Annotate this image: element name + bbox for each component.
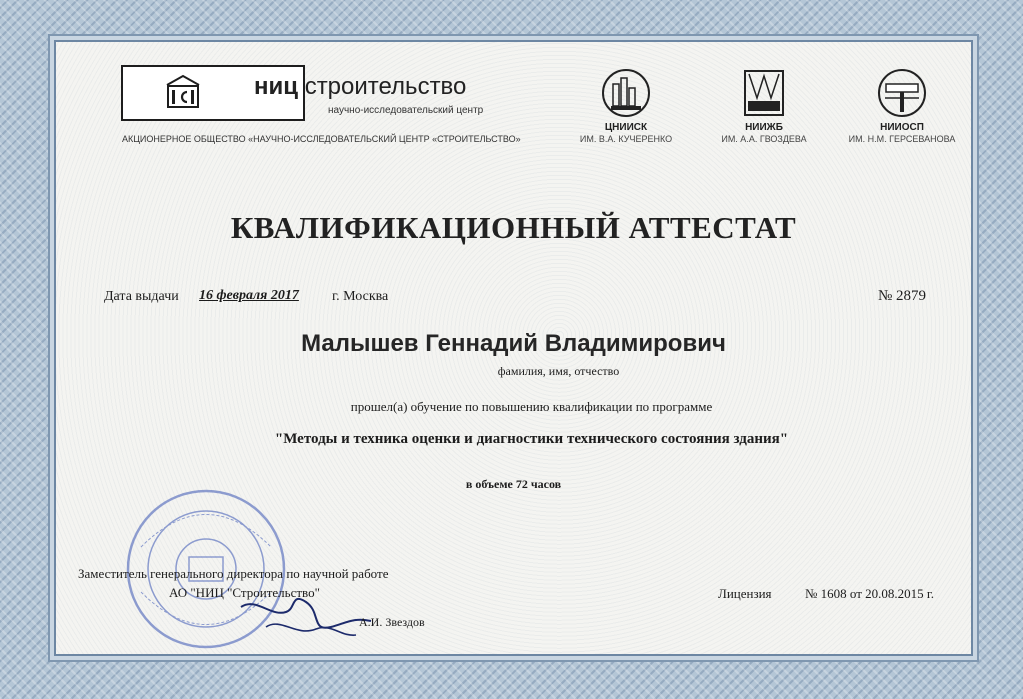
program-intro: прошел(а) обучение по повышению квалификации по программе: [350, 399, 713, 414]
holder-name-caption: фамилия, имя, отчество: [497, 364, 620, 378]
certificate-number: № 2879: [878, 288, 927, 304]
signatory-position: Заместитель генерального директора по научной работе: [78, 566, 389, 581]
institute-abbr: ЦНИИСК: [604, 122, 648, 133]
issue-city: г. Москва: [332, 289, 389, 304]
signatory-name: А.И. Звездов: [359, 615, 425, 629]
institute-full-name: ИМ. Н.М. ГЕРСЕВАНОВА: [848, 134, 956, 144]
certificate-title: КВАЛИФИКАЦИОННЫЙ АТТЕСТАТ: [230, 210, 797, 245]
org-subtitle: научно-исследовательский центр: [328, 105, 484, 116]
niizhb-logo-icon: [739, 68, 789, 118]
program-name: "Методы и техника оценки и диагностики технического состояния здания": [274, 431, 789, 447]
niiosp-logo-icon: [877, 68, 927, 118]
certificate: [54, 40, 973, 656]
issue-date: 16 февраля 2017: [199, 288, 299, 303]
license-value: № 1608 от 20.08.2015 г.: [805, 586, 935, 601]
institute-niiosp: [842, 68, 962, 144]
institute-full-name: ИМ. А.А. ГВОЗДЕВА: [721, 134, 807, 144]
tsniisk-logo-icon: [601, 68, 651, 118]
program-hours: в объеме 72 часов: [465, 477, 562, 491]
org-name-bold: ниц: [254, 73, 299, 100]
institute-niizhb: [704, 68, 824, 144]
institute-full-name: ИМ. В.А. КУЧЕРЕНКО: [579, 134, 673, 144]
org-name-rest: строительство: [304, 73, 467, 100]
institute-tsniisk: [566, 68, 686, 144]
org-full-name: АКЦИОНЕРНОЕ ОБЩЕСТВО «НАУЧНО-ИССЛЕДОВАТЕЛЬСКИЙ ЦЕНТР «СТРОИТЕЛЬСТВО»: [122, 134, 521, 144]
org-name: [254, 73, 466, 101]
holder-name: Малышев Геннадий Владимирович: [301, 330, 726, 357]
institute-abbr: НИИЖБ: [745, 122, 783, 133]
issue-date-label: Дата выдачи: [104, 289, 179, 304]
building-logo-icon: [163, 73, 203, 111]
signatory-company: АО "НИЦ "Строительство": [169, 585, 320, 600]
institute-abbr: НИИОСП: [880, 122, 924, 133]
license-label: Лицензия: [718, 586, 772, 601]
